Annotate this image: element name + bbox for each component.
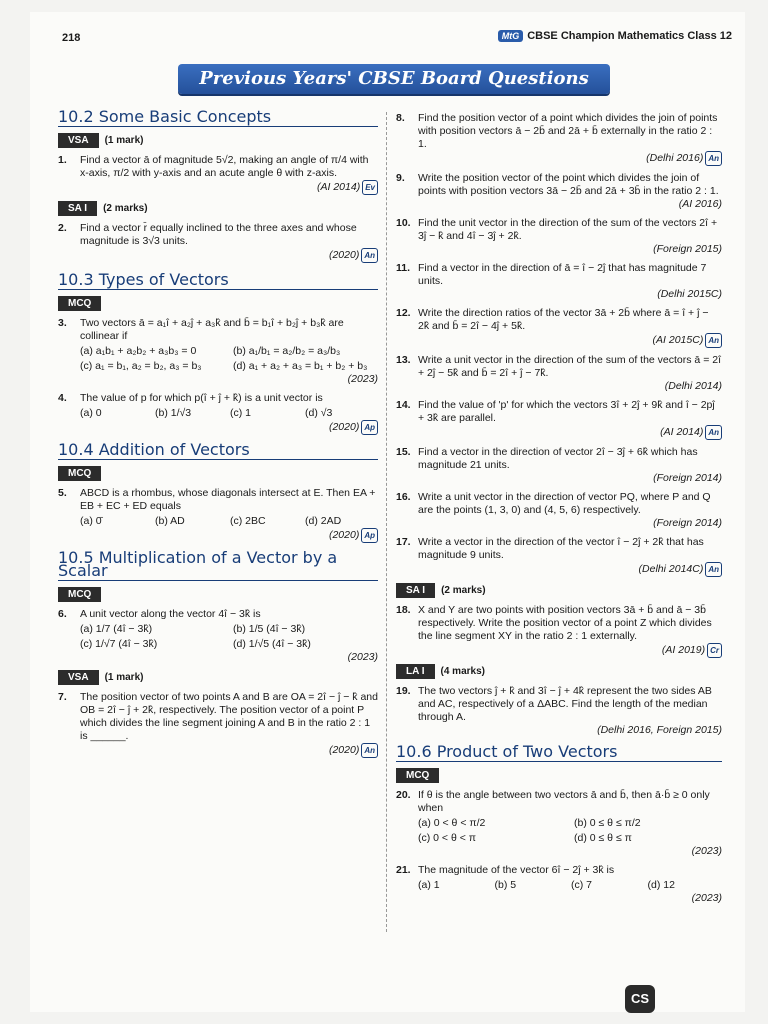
question-source: (Delhi 2014) [664, 380, 722, 392]
question-source: (Delhi 2014C) [638, 563, 704, 575]
options [80, 515, 378, 528]
option-d: (d) 2AD [305, 515, 342, 527]
question-number: 12. [396, 307, 411, 319]
question-text: Find the unit vector in the direction of the sum of the vectors 2î + 3ĵ − k̂ and 4î − 3ĵ + 2k̂. [418, 217, 718, 242]
question-number: 2. [58, 222, 67, 234]
tag-label: MCQ [58, 466, 101, 481]
tag-label: LA I [396, 664, 435, 679]
option-c: (c) 1 [230, 407, 251, 419]
tag-label: VSA [58, 133, 99, 148]
question-number: 3. [58, 317, 67, 329]
question-source: (AI 2016) [678, 198, 722, 210]
question-type-tag [58, 466, 378, 481]
question-number: 16. [396, 491, 411, 503]
option-d: (d) √3 [305, 407, 333, 419]
level-badge: Ev [362, 180, 378, 195]
section-heading: 10.3 Types of Vectors [58, 273, 378, 290]
question-source: (2023) [691, 892, 722, 904]
question-type-tag [58, 587, 378, 602]
question-text: Write the direction ratios of the vector 3ā + 2b̄ where ā = î + ĵ − 2k̂ and b̄ = 2î − 4ĵ + 5k̂. [418, 307, 709, 332]
question-type-tag [58, 201, 378, 216]
tag-marks: (1 mark) [104, 672, 144, 683]
section-heading: 10.6 Product of Two Vectors [396, 745, 722, 762]
question-source: (Foreign 2014) [653, 472, 722, 484]
option-c: (c) a₁ = b₁, a₂ = b₂, a₃ = b₃ [80, 360, 202, 372]
question [58, 691, 378, 758]
option-b: (b) AD [155, 515, 185, 527]
tag-label: SA I [396, 583, 435, 598]
section-banner [178, 64, 610, 94]
tag-marks: (4 marks) [440, 666, 485, 677]
options [418, 879, 722, 892]
question-source: (AI 2014) [317, 181, 361, 193]
option-b: (b) 1/√3 [155, 407, 192, 419]
question-source: (2020) [328, 529, 360, 541]
option-d: (d) 0 ≤ θ ≤ π [574, 832, 632, 844]
level-badge: Ap [361, 528, 378, 543]
question-number: 21. [396, 864, 411, 876]
tag-label: VSA [58, 670, 99, 685]
question-text: Write a vector in the direction of the vector î − 2ĵ + 2k̂ that has magnitude 9 units. [418, 536, 704, 561]
question-type-tag [396, 664, 722, 679]
question [58, 392, 378, 435]
left-column [58, 107, 378, 764]
question-text: ABCD is a rhombus, whose diagonals intersect at E. Then EA + EB + EC + ED equals [80, 487, 376, 512]
level-badge: Ap [361, 420, 378, 435]
question-text: Write the position vector of the point which divides the join of points with position vectors 3ā − 2b̄ and 2ā + 3b̄ in the ratio 2 : 1. [418, 172, 719, 197]
question-source: (2020) [328, 744, 360, 756]
question-text: A unit vector along the vector 4î − 3k̂ is [80, 608, 261, 620]
question-type-tag [396, 768, 722, 783]
option-b: (b) a₁/b₁ = a₂/b₂ = a₃/b₃ [233, 345, 341, 357]
question [396, 262, 722, 301]
question [58, 222, 378, 263]
section-heading: 10.2 Some Basic Concepts [58, 110, 378, 127]
question-text: X and Y are two points with position vectors 3ā + b̄ and ā − 3b̄ respectively. Write the position vector of a point Z which divides the line segment XY in the ratio 2 : 1 externally. [418, 604, 712, 642]
level-badge: An [361, 248, 378, 263]
question [58, 317, 378, 386]
book-title: CBSE Champion Mathematics Class 12 [527, 30, 732, 42]
question [396, 446, 722, 485]
camscanner-logo: CS [625, 985, 655, 1013]
question-source: (Delhi 2016) [646, 152, 704, 164]
running-header [498, 30, 732, 42]
tag-label: MCQ [58, 296, 101, 311]
question-number: 6. [58, 608, 67, 620]
tag-marks: (2 marks) [103, 203, 148, 214]
question [396, 536, 722, 577]
level-badge: Cr [707, 643, 722, 658]
option-c: (c) 1/√7 (4î − 3k̂) [80, 638, 158, 650]
section-heading: 10.4 Addition of Vectors [58, 443, 378, 460]
question-type-tag [58, 296, 378, 311]
question-source: (2020) [328, 421, 360, 433]
question-text: Find a vector ā of magnitude 5√2, making an angle of π/4 with x-axis, π/2 with y-axis and an acute angle θ with z-axis. [80, 154, 369, 179]
option-a: (a) 1/7 (4î − 3k̂) [80, 623, 153, 635]
question [396, 789, 722, 858]
question-number: 9. [396, 172, 405, 184]
level-badge: An [705, 333, 722, 348]
option-a: (a) 0̄ [80, 515, 102, 527]
option-b: (b) 1/5 (4î − 3k̂) [233, 623, 306, 635]
publisher-logo: MtG [498, 30, 524, 42]
level-badge: An [361, 743, 378, 758]
question-source: (Delhi 2015C) [657, 288, 722, 300]
question-source: (AI 2015C) [652, 334, 704, 346]
question-source: (AI 2019) [661, 644, 706, 656]
tag-label: SA I [58, 201, 97, 216]
question-text: The magnitude of the vector 6î − 2ĵ + 3k̂ is [418, 864, 615, 876]
tag-label: MCQ [396, 768, 439, 783]
options [80, 623, 378, 651]
options [418, 817, 722, 845]
level-badge: An [705, 151, 722, 166]
question-source: (2023) [691, 845, 722, 857]
question-source: (Delhi 2016, Foreign 2015) [597, 724, 722, 736]
question-source: (AI 2014) [660, 426, 704, 438]
options [80, 345, 378, 373]
question [396, 399, 722, 440]
option-c: (c) 0 < θ < π [418, 832, 477, 844]
option-d: (d) 1/√5 (4î − 3k̂) [233, 638, 311, 650]
question [58, 154, 378, 195]
question [396, 685, 722, 737]
question-text: Find the position vector of a point which divides the join of points with position vectors ā − 2b̄ and 2ā + b̄ externally in the ratio 2 : 1. [418, 112, 718, 150]
option-a: (a) 0 < θ < π/2 [418, 817, 486, 829]
option-d: (d) a₁ + a₂ + a₃ = b₁ + b₂ + b₃ [233, 360, 368, 372]
question-text: The position vector of two points A and B are OA = 2î − ĵ − k̂ and OB = 2î − ĵ + 2k̂, respectively. The position vector of a point P which divides the line segment joining A and B in the ratio 2 : 1 is ______. [80, 691, 378, 742]
question [58, 487, 378, 543]
question [396, 172, 722, 211]
question-source: (Foreign 2014) [653, 517, 722, 529]
question-number: 8. [396, 112, 405, 124]
question-text: If θ is the angle between two vectors ā and b̄, then ā·b̄ ≥ 0 only when [418, 789, 710, 814]
question-number: 5. [58, 487, 67, 499]
question-text: Write a unit vector in the direction of the sum of the vectors ā = 2î + 2ĵ − 5k̂ and b̄ = 2î + ĵ − 7k̂. [418, 354, 721, 379]
right-column [396, 112, 722, 911]
question [396, 864, 722, 905]
section-heading: 10.5 Multiplication of a Vector by a Scalar [58, 551, 378, 581]
question [396, 307, 722, 348]
question [396, 604, 722, 658]
level-badge: An [705, 425, 722, 440]
question [396, 217, 722, 256]
question-number: 4. [58, 392, 67, 404]
option-d: (d) 12 [647, 879, 675, 891]
question-number: 11. [396, 262, 411, 274]
question-source: (2023) [347, 373, 378, 385]
option-a: (a) 0 [80, 407, 102, 419]
question-text: Find a vector in the direction of vector 2î − 3ĵ + 6k̂ which has magnitude 21 units. [418, 446, 698, 471]
tag-marks: (1 mark) [104, 135, 144, 146]
question-source: (2023) [347, 651, 378, 663]
column-divider [386, 112, 387, 932]
question-text: Find a vector r̄ equally inclined to the three axes and whose magnitude is 3√3 units. [80, 222, 357, 247]
question-number: 14. [396, 399, 411, 411]
question-text: Find a vector in the direction of ā = î − 2ĵ that has magnitude 7 units. [418, 262, 707, 287]
option-c: (c) 2BC [230, 515, 266, 527]
question-number: 10. [396, 217, 411, 229]
question-number: 15. [396, 446, 411, 458]
question-type-tag [58, 133, 378, 148]
question-text: The two vectors ĵ + k̂ and 3î − ĵ + 4k̂ represent the two sides AB and AC, respectively of a ΔABC. Find the length of the median through A. [418, 685, 712, 723]
question-number: 18. [396, 604, 411, 616]
question-number: 20. [396, 789, 411, 801]
question-text: The value of p for which p(î + ĵ + k̂) is a unit vector is [80, 392, 323, 404]
page-number: 218 [62, 32, 81, 44]
option-a: (a) 1 [418, 879, 440, 891]
option-b: (b) 5 [494, 879, 517, 891]
banner-title: Previous Years' CBSE Board Questions [199, 68, 589, 89]
option-c: (c) 7 [571, 879, 592, 891]
question-type-tag [396, 583, 722, 598]
question-number: 1. [58, 154, 67, 166]
question-number: 7. [58, 691, 67, 703]
question [58, 608, 378, 664]
options [80, 407, 378, 420]
option-b: (b) 0 ≤ θ ≤ π/2 [574, 817, 641, 829]
question-source: (2020) [328, 249, 360, 261]
tag-label: MCQ [58, 587, 101, 602]
question [396, 354, 722, 393]
question-text: Two vectors ā = a₁î + a₂ĵ + a₃k̂ and b̄ = b₁î + b₂ĵ + b₃k̂ are collinear if [80, 317, 344, 342]
level-badge: An [705, 562, 722, 577]
question-number: 19. [396, 685, 411, 697]
question [396, 491, 722, 530]
question-number: 17. [396, 536, 411, 548]
question-number: 13. [396, 354, 411, 366]
question-text: Write a unit vector in the direction of vector PQ, where P and Q are the points (1, 3, 0) and (4, 5, 6) respectively. [418, 491, 711, 516]
question-text: Find the value of 'p' for which the vectors 3î + 2ĵ + 9k̂ and î − 2pĵ + 3k̂ are parallel. [418, 399, 715, 424]
question [396, 112, 722, 166]
question-source: (Foreign 2015) [653, 243, 722, 255]
tag-marks: (2 marks) [441, 585, 486, 596]
question-type-tag [58, 670, 378, 685]
option-a: (a) a₁b₁ + a₂b₂ + a₃b₃ = 0 [80, 345, 197, 357]
